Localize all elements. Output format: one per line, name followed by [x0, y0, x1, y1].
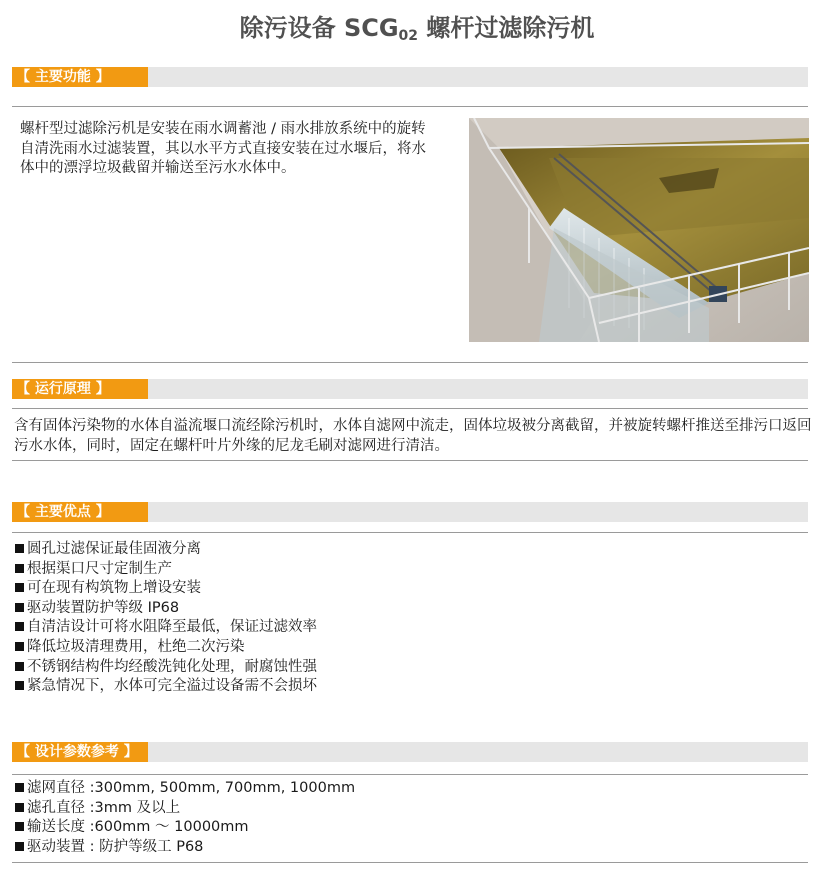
section-label-advantages: 【 主要优点 】 — [12, 502, 148, 522]
list-item: 圆孔过滤保证最佳固液分离 — [15, 540, 317, 560]
section-label-params: 【 设计参数参考 】 — [12, 742, 148, 762]
bullet-icon — [15, 681, 24, 690]
bullet-icon — [15, 842, 24, 851]
bullet-icon — [15, 803, 24, 812]
bullet-icon — [15, 783, 24, 792]
list-item: 驱动装置防护等级 IP68 — [15, 599, 317, 619]
principle-description: 含有固体污染物的水体自溢流堰口流经除污机时，水体自滤网中流走，固体垃圾被分离截留，并被旋转螺杆推送至排污口返回污水水体，同时，固定在螺杆叶片外缘的尼龙毛刷对滤网进行清洁。 — [14, 418, 812, 454]
section-header-advantages — [12, 502, 808, 522]
divider — [12, 774, 808, 775]
section-label-function: 【 主要功能 】 — [12, 67, 148, 87]
list-item: 不锈钢结构件均经酸洗钝化处理，耐腐蚀性强 — [15, 658, 317, 678]
bullet-icon — [15, 603, 24, 612]
divider — [12, 106, 808, 107]
bullet-icon — [15, 564, 24, 573]
page-title: 除污设备 $SCG_{02}$ 螺杆过滤除污机 — [239, 14, 595, 44]
list-item: 降低垃圾清理费用，杜绝二次污染 — [15, 638, 317, 658]
divider — [12, 362, 808, 363]
bullet-icon — [15, 544, 24, 553]
product-photo — [469, 118, 809, 342]
divider — [12, 408, 808, 409]
list-item: 根据渠口尺寸定制生产 — [15, 560, 317, 580]
advantages-list — [15, 540, 317, 697]
list-item: 紧急情况下，水体可完全溢过设备需不会损坏 — [15, 677, 317, 697]
bullet-icon — [15, 822, 24, 831]
list-item: 可在现有构筑物上增设安装 — [15, 579, 317, 599]
bullet-icon — [15, 642, 24, 651]
list-item: 滤网直径 :300mm, 500mm, 700mm, 1000mm — [15, 779, 355, 799]
divider — [12, 532, 808, 533]
bullet-icon — [15, 583, 24, 592]
bullet-icon — [15, 662, 24, 671]
section-label-principle: 【 运行原理 】 — [12, 379, 148, 399]
bullet-icon — [15, 622, 24, 631]
section-header-principle — [12, 379, 808, 399]
list-item: 输送长度 :600mm ～ 10000mm — [15, 818, 355, 838]
params-list — [15, 779, 355, 857]
list-item: 驱动装置 : 防护等级工 P68 — [15, 838, 355, 858]
section-header-params — [12, 742, 808, 762]
list-item: 自清洁设计可将水阻降至最低，保证过滤效率 — [15, 618, 317, 638]
list-item: 滤孔直径 :3mm 及以上 — [15, 799, 355, 819]
section-header-function — [12, 67, 808, 87]
divider — [12, 862, 808, 863]
divider — [12, 460, 808, 461]
function-description: 螺杆型过滤除污机是安装在雨水调蓄池 / 雨水排放系统中的旋转自清洗雨水过滤装置，其以水平方式直接安装在过水堰后，将水体中的漂浮垃圾截留并输送至污水水体中。 — [20, 121, 426, 176]
